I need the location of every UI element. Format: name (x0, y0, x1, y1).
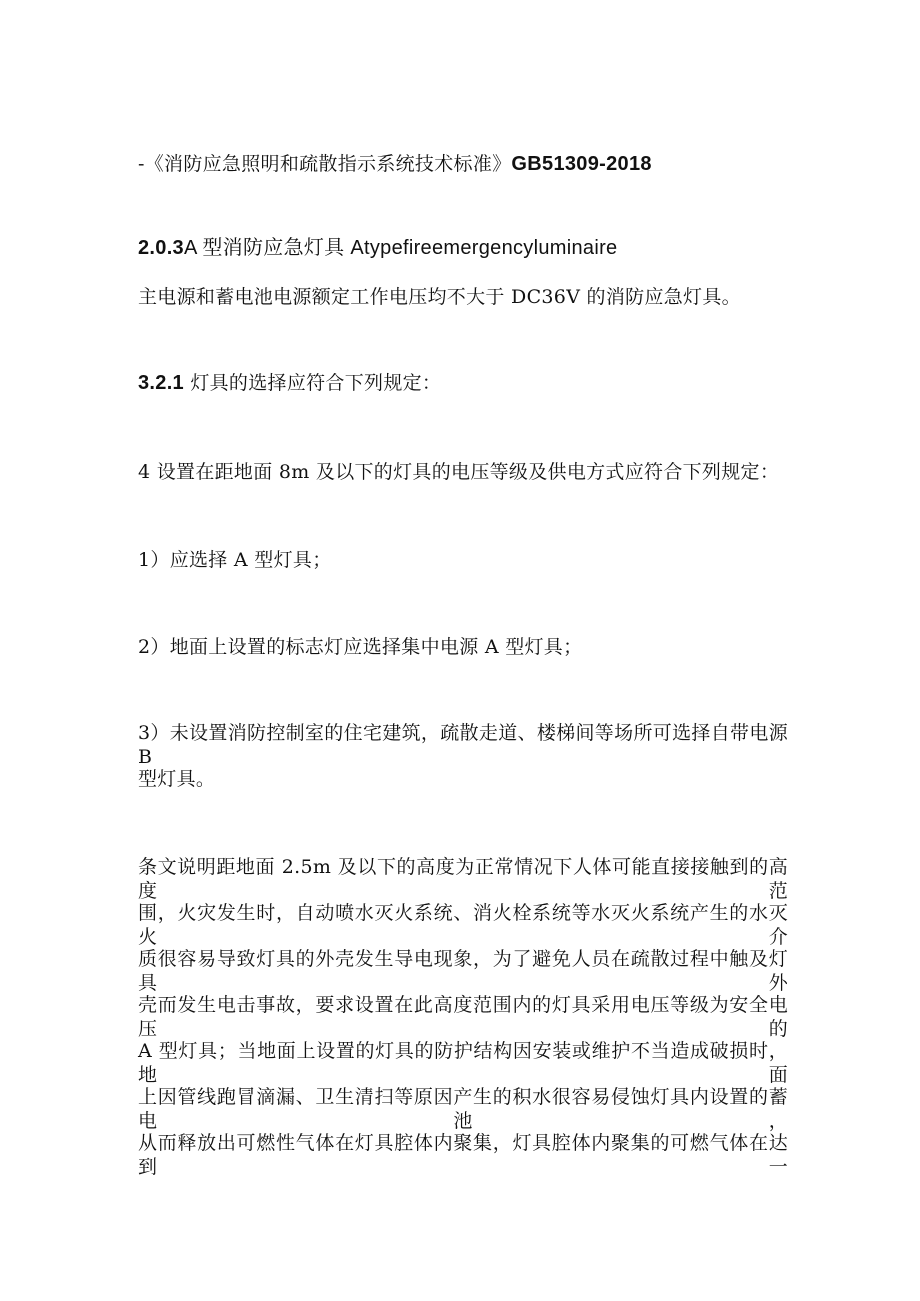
standard-code: GB51309-2018 (511, 153, 652, 175)
clause-item-4: 4 设置在距地面 8m 及以下的灯具的电压等级及供电方式应符合下列规定： (138, 461, 780, 483)
term-title-cn: A 型消防应急灯具 (183, 237, 351, 259)
explanation-line: 条文说明距地面 2.5m 及以下的高度为正常情况下人体可能直接接触到的高度范 (138, 856, 788, 902)
term-definition: 主电源和蓄电池电源额定工作电压均不大于 DC36V 的消防应急灯具。 (138, 286, 741, 308)
standard-title-text: -《消防应急照明和疏散指示系统技术标准》 (138, 153, 512, 175)
subitem-3: 3）未设置消防控制室的住宅建筑，疏散走道、楼梯间等场所可选择自带电源 B (138, 722, 788, 768)
term-heading (138, 236, 788, 260)
clause-heading (138, 371, 788, 395)
subitem-2: 2）地面上设置的标志灯应选择集中电源 A 型灯具； (138, 636, 583, 658)
standard-title (138, 152, 788, 176)
explanation-line: 质很容易导致灯具的外壳发生导电现象，为了避免人员在疏散过程中触及灯具外 (138, 948, 788, 994)
subitem-1: 1）应选择 A 型灯具； (138, 549, 332, 571)
explanation-line: 上因管线跑冒滴漏、卫生清扫等原因产生的积水很容易侵蚀灯具内设置的蓄电池， (138, 1086, 788, 1132)
subitem-3-continued: 型灯具。 (138, 768, 216, 790)
term-number: 2.0.3 (138, 237, 184, 259)
explanation-line: A 型灯具；当地面上设置的灯具的防护结构因安装或维护不当造成破损时，地面 (138, 1040, 788, 1086)
explanation-line: 壳而发生电击事故，要求设置在此高度范围内的灯具采用电压等级为安全电压的 (138, 994, 788, 1040)
explanation-line: 从而释放出可燃性气体在灯具腔体内聚集，灯具腔体内聚集的可燃气体在达到一 (138, 1132, 788, 1178)
term-title-en: Atypefireemergencyluminaire (350, 237, 618, 259)
clause-title: 灯具的选择应符合下列规定： (183, 372, 442, 394)
explanation-line: 围，火灾发生时，自动喷水灭火系统、消火栓系统等水灭火系统产生的水灭火介 (138, 902, 788, 948)
clause-number: 3.2.1 (138, 372, 184, 394)
